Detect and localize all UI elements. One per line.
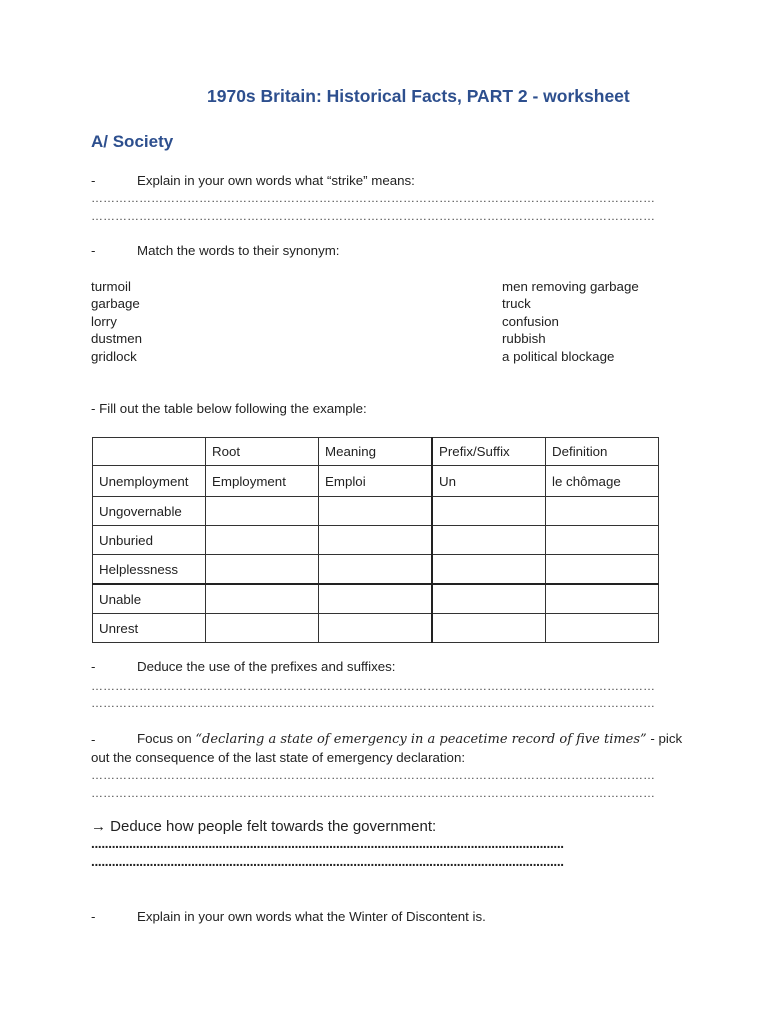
match-synonym: truck — [502, 296, 531, 311]
bullet-dash: - — [91, 243, 96, 258]
table-header-cell: Meaning — [319, 438, 433, 466]
table-row — [93, 614, 659, 643]
bullet-dash: - — [91, 732, 96, 747]
question-table: - Fill out the table below following the example: — [91, 401, 367, 416]
table-blank-cell[interactable] — [319, 497, 433, 526]
table-blank-cell[interactable] — [319, 584, 433, 614]
answer-line[interactable]: ......................................................................................................................................... — [91, 838, 564, 850]
answer-line[interactable]: …………………………………………………………………………………………………………………………… — [91, 787, 655, 799]
table-cell: Un — [432, 466, 546, 497]
bullet-dash: - — [91, 173, 96, 188]
worksheet-title: 1970s Britain: Historical Facts, PART 2 - worksheet — [207, 86, 630, 106]
table-header-row — [93, 438, 659, 466]
table-blank-cell[interactable] — [432, 497, 546, 526]
table-blank-cell[interactable] — [319, 614, 433, 643]
word-table — [92, 437, 659, 643]
match-word: turmoil — [91, 279, 131, 294]
question-emergency-line2: out the consequence of the last state of emergency declaration: — [91, 750, 466, 765]
match-synonym: confusion — [502, 314, 559, 329]
answer-line[interactable]: ......................................................................................................................................... — [91, 856, 564, 868]
table-blank-cell[interactable] — [319, 526, 433, 555]
match-word: garbage — [91, 296, 140, 311]
table-header-cell: Definition — [546, 438, 659, 466]
table-header-cell: Prefix/Suffix — [432, 438, 546, 466]
table-blank-cell[interactable] — [546, 614, 659, 643]
table-blank-cell[interactable] — [546, 555, 659, 585]
match-synonym: a political blockage — [502, 349, 615, 364]
question-match: Match the words to their synonym: — [137, 243, 340, 258]
table-blank-cell[interactable] — [432, 555, 546, 585]
bullet-dash: - — [91, 659, 96, 674]
table-row-word: Unable — [93, 584, 206, 614]
table-blank-cell[interactable] — [206, 497, 319, 526]
table-blank-cell[interactable] — [546, 526, 659, 555]
table-row — [93, 584, 659, 614]
table-row-example — [93, 466, 659, 497]
question-strike: Explain in your own words what “strike” means: — [137, 173, 415, 188]
table-cell: Unemployment — [93, 466, 206, 497]
table-blank-cell[interactable] — [432, 614, 546, 643]
quote-text: “declaring a state of emergency in a peacetime record of five times” — [195, 732, 647, 747]
question-prefixes: Deduce the use of the prefixes and suffixes: — [137, 659, 396, 674]
table-cell: Emploi — [319, 466, 433, 497]
match-word: gridlock — [91, 349, 137, 364]
table-blank-cell[interactable] — [206, 526, 319, 555]
table-blank-cell[interactable] — [432, 526, 546, 555]
table-row — [93, 526, 659, 555]
answer-line[interactable]: …………………………………………………………………………………………………………………………… — [91, 210, 655, 222]
table-cell: Employment — [206, 466, 319, 497]
match-synonym: men removing garbage — [502, 279, 639, 294]
bullet-dash: - — [91, 909, 96, 924]
answer-line[interactable]: …………………………………………………………………………………………………………………………… — [91, 680, 655, 692]
question-emergency — [137, 731, 682, 747]
table-blank-cell[interactable] — [206, 584, 319, 614]
table-blank-cell[interactable] — [206, 614, 319, 643]
table-blank-cell[interactable] — [546, 584, 659, 614]
table-header-cell: Root — [206, 438, 319, 466]
table-blank-cell[interactable] — [546, 497, 659, 526]
table-blank-cell[interactable] — [432, 584, 546, 614]
table-row-word: Helplessness — [93, 555, 206, 585]
question-emergency-lead: Focus on — [137, 731, 196, 746]
question-government: → Deduce how people felt towards the government: — [91, 818, 437, 835]
table-row — [93, 555, 659, 585]
table-row — [93, 497, 659, 526]
table-cell: le chômage — [546, 466, 659, 497]
question-winter: Explain in your own words what the Winter of Discontent is. — [137, 909, 486, 924]
answer-line[interactable]: …………………………………………………………………………………………………………………………… — [91, 769, 655, 781]
answer-line[interactable]: …………………………………………………………………………………………………………………………… — [91, 697, 655, 709]
question-emergency-tail: - pick — [646, 731, 683, 746]
table-row-word: Ungovernable — [93, 497, 206, 526]
table-blank-cell[interactable] — [206, 555, 319, 585]
match-synonym: rubbish — [502, 331, 546, 346]
table-header-cell — [93, 438, 206, 466]
table-row-word: Unburied — [93, 526, 206, 555]
match-word: dustmen — [91, 331, 142, 346]
match-word: lorry — [91, 314, 117, 329]
table-row-word: Unrest — [93, 614, 206, 643]
table-blank-cell[interactable] — [319, 555, 433, 585]
section-heading: A/ Society — [91, 132, 174, 151]
answer-line[interactable]: …………………………………………………………………………………………………………………………… — [91, 192, 655, 204]
